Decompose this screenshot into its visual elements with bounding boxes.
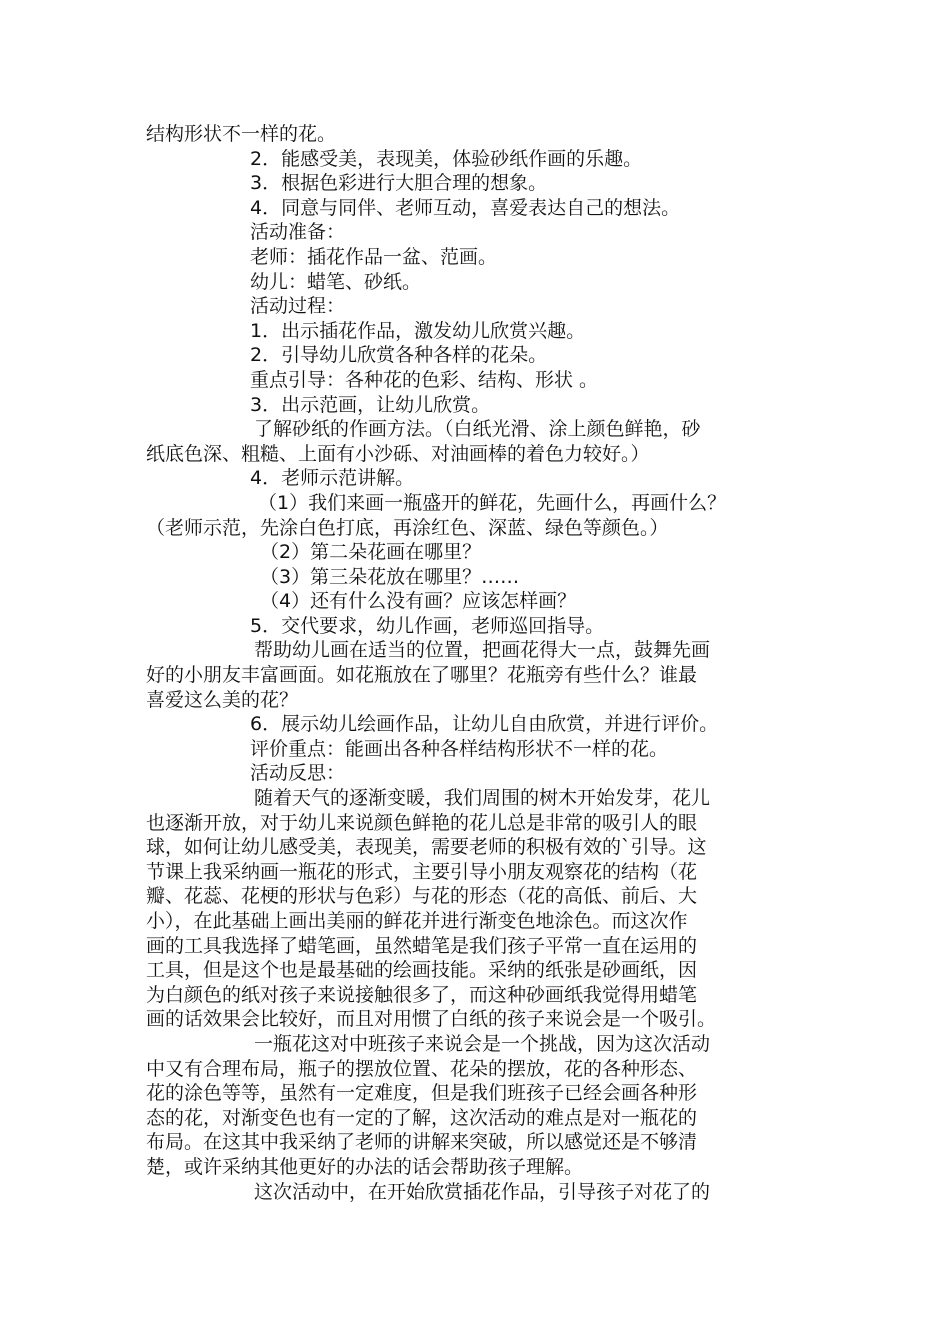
text-line: 节课上我采纳画一瓶花的形式，主要引导小朋友观察花的结构（花 [146, 860, 698, 883]
text-line: 瓣、花蕊、花梗的形状与色彩）与花的形态（花的高低、前后、大 [146, 885, 698, 908]
text-line: 纸底色深、粗糙、上面有小沙砾、对油画棒的着色力较好。） [146, 442, 650, 465]
section-heading: 活动反思： [250, 762, 346, 785]
text-line: 6．展示幼儿绘画作品，让幼儿自由欣赏，并进行评价。 [250, 713, 719, 736]
text-line: 重点引导：各种花的色彩、结构、形状 。 [250, 368, 599, 391]
text-line: 1．出示插花作品，激发幼儿欣赏兴趣。 [250, 319, 586, 342]
text-line: 工具，但是这个也是最基础的绘画技能。采纳的纸张是砂画纸，因 [146, 959, 698, 982]
text-line: （老师示范，先涂白色打底，再涂红色、深蓝、绿色等颜色。） [146, 516, 669, 539]
text-line: （3）第三朵花放在哪里？…… [260, 565, 520, 588]
section-heading: 活动过程： [250, 295, 346, 318]
document-body [146, 122, 806, 1204]
text-line: 这次活动中，在开始欣赏插花作品，引导孩子对花了的 [254, 1180, 711, 1203]
text-line: 老师：插花作品一盆、范画。 [250, 245, 498, 268]
text-line: 楚，或许采纳其他更好的办法的话会帮助孩子理解。 [146, 1155, 584, 1178]
text-line: 球，如何让幼儿感受美，表现美，需要老师的积极有效的`引导。这 [146, 836, 707, 859]
text-line: 一瓶花这对中班孩子来说会是一个挑战，因为这次活动 [254, 1032, 711, 1055]
text-line: 2．能感受美，表现美，体验砂纸作画的乐趣。 [250, 147, 643, 170]
text-line: 花的涂色等等，虽然有一定难度，但是我们班孩子已经会画各种形 [146, 1082, 698, 1105]
text-line: 喜爱这么美的花？ [146, 688, 299, 711]
text-line: 幼儿：蜡笔、砂纸。 [250, 270, 422, 293]
text-line: 画的话效果会比较好，而且对用惯了白纸的孩子来说会是一个吸引。 [146, 1008, 717, 1031]
text-line: 中又有合理布局，瓶子的摆放位置、花朵的摆放，花的各种形态、 [146, 1057, 698, 1080]
text-line: 3．根据色彩进行大胆合理的想象。 [250, 172, 548, 195]
text-line: 为白颜色的纸对孩子来说接触很多了，而这种砂画纸我觉得用蜡笔 [146, 983, 698, 1006]
text-line: 4．老师示范讲解。 [250, 467, 415, 490]
text-line: 布局。在这其中我采纳了老师的讲解来突破，所以感觉还是不够清 [146, 1131, 698, 1154]
text-line: 帮助幼儿画在适当的位置，把画花得大一点，鼓舞先画 [254, 639, 711, 662]
section-heading: 活动准备： [250, 221, 346, 244]
text-line: 小），在此基础上画出美丽的鲜花并进行渐变色地涂色。而这次作 [146, 910, 688, 932]
text-line: 画的工具我选择了蜡笔画，虽然蜡笔是我们孩子平常一直在运用的 [146, 934, 698, 957]
text-line: （2）第二朵花画在哪里？ [260, 541, 482, 564]
text-line: 随着天气的逐渐变暖，我们周围的树木开始发芽，花儿 [254, 787, 711, 810]
text-line: （4）还有什么没有画？应该怎样画？ [260, 590, 577, 613]
text-line: 也逐渐开放，对于幼儿来说颜色鲜艳的花儿总是非常的吸引人的眼 [146, 811, 698, 834]
text-line: 评价重点：能画出各种各样结构形状不一样的花。 [250, 737, 669, 760]
text-line: 好的小朋友丰富画面。如花瓶放在了哪里？花瓶旁有些什么？谁最 [146, 664, 698, 687]
text-line: 5．交代要求，幼儿作画，老师巡回指导。 [250, 614, 605, 637]
text-line: 2．引导幼儿欣赏各种各样的花朵。 [250, 344, 548, 367]
text-line: 态的花，对渐变色也有一定的了解，这次活动的难点是对一瓶花的 [146, 1106, 698, 1129]
text-line: 4．同意与同伴、老师互动，喜爱表达自己的想法。 [250, 196, 681, 219]
text-line: （1）我们来画一瓶盛开的鲜花，先画什么，再画什么？ [258, 491, 727, 514]
text-line: 3．出示范画，让幼儿欣赏。 [250, 393, 491, 416]
text-line: 了解砂纸的作画方法。（白纸光滑、涂上颜色鲜艳，砂 [254, 418, 701, 441]
text-line: 结构形状不一样的花。 [146, 123, 337, 145]
